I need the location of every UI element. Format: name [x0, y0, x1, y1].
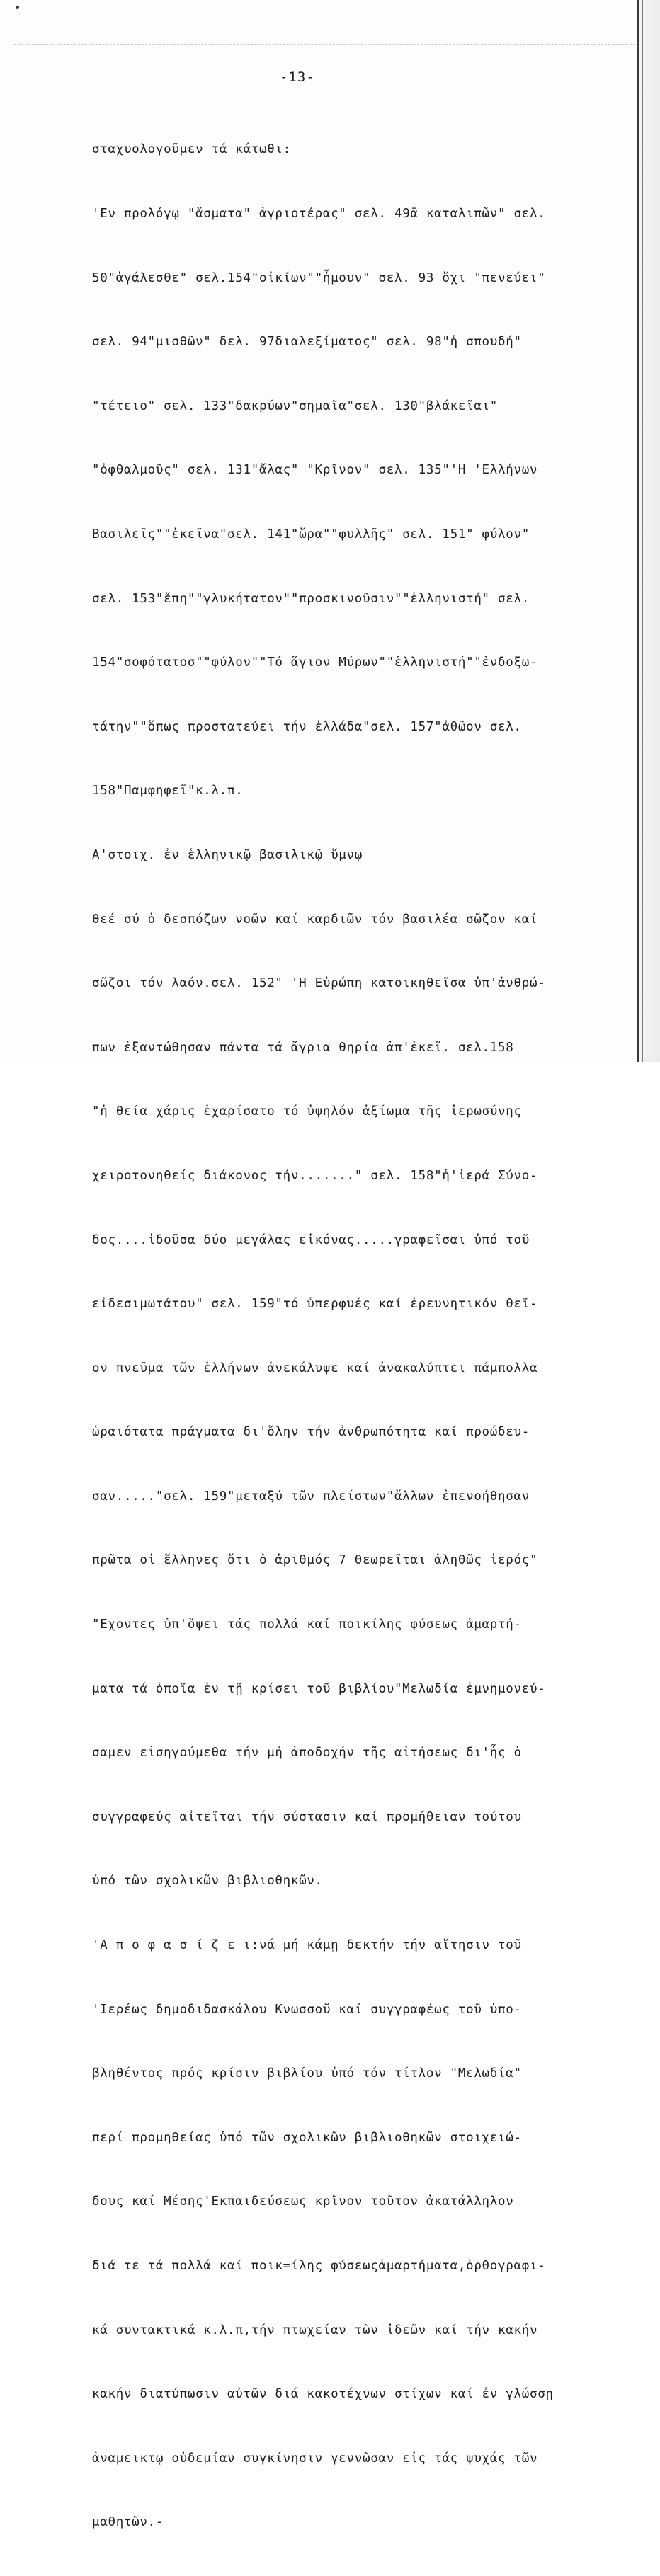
text-line: χειροτονηθείς διάκονος τήν......." σελ. 158"ἡ'ἱερά Σύνο-	[92, 1168, 538, 1183]
text-line: ὡραιότατα πράγματα δι'ὅλην τήν ἀνθρωπότητα καί προώδευ-	[92, 1425, 530, 1440]
text-line: συγγραφεύς αἰτεῖται τήν σύστασιν καί προμήθειαν τούτου	[92, 1809, 522, 1824]
text-line: τάτην""ὅπως προστατεύει τήν ἑλλάδα"σελ. 157"ἀθῶον σελ.	[92, 719, 522, 734]
text-line: σαμεν εἰσηγούμεθα τήν μή ἀποδοχήν τῆς αἰτήσεως δι'ἧς ὁ	[92, 1746, 522, 1761]
text-line: δους καί Μέσης'Εκπαιδεύσεως κρῖνον τοῦτον ἀκατάλληλον	[92, 2194, 514, 2209]
text-line: σῶζοι τόν λαόν.σελ. 152" 'Η Εὐρώπη κατοικηθεῖσα ὑπ'ἀνθρώ-	[92, 976, 546, 991]
binding-line	[642, 0, 643, 1062]
top-divider	[14, 44, 639, 45]
text-line: περί προμηθείας ὑπό τῶν σχολικῶν βιβλιοθηκῶν στοιχειώ-	[92, 2130, 522, 2145]
punch-mark	[16, 6, 19, 9]
text-line: 'Εν προλόγῳ "ἄσματα" ἀγριοτέρας" σελ. 49ᾱ καταλιπῶν" σελ.	[92, 207, 546, 221]
text-line: "ἡ θεία χάρις ἐχαρίσατο τό ὑψηλόν ἀξίωμα τῆς ἱερωσύνης	[92, 1104, 522, 1119]
text-line: δος....ἰδοῦσα δύο μεγάλας εἰκόνας.....γραφεῖσαι ὑπό τοῦ	[92, 1232, 530, 1247]
text-line: 154"σοφότατοσ""φύλον""Τό ἅγιον Μύρων""ἑλληνιστή""ἐνδοξω-	[92, 656, 538, 670]
typewritten-body	[92, 96, 630, 2576]
text-line: 158"Παμφηφεῖ"κ.λ.π.	[92, 784, 244, 798]
text-line: ὑπό τῶν σχολικῶν βιβλιοθηκῶν.	[92, 1874, 323, 1889]
text-line: κά συντακτικά κ.λ.π,τήν πτωχείαν τῶν ἰδεῶν καί τήν κακήν	[92, 2323, 538, 2337]
text-line: ον πνεῦμα τῶν ἑλλήνων ἀνεκάλυψε καί ἀνακαλύπτει πάμπολλα	[92, 1361, 538, 1375]
text-line: σελ. 153"ἔπη""γλυκήτατον""προσκινοῦσιν""ἑλληνιστή" σελ.	[92, 591, 530, 606]
text-line: ματα τά ὁποῖα ἐν τῇ κρίσει τοῦ βιβλίου"Μελωδία ἐμνημονεύ-	[92, 1681, 546, 1696]
text-line: πρῶτα οἱ ἕλληνες ὅτι ὁ ἀριθμός 7 θεωρεῖται ἀληθῶς ἱερός"	[92, 1553, 538, 1568]
text-line: σαν....."σελ. 159"μεταξύ τῶν πλείστων"ἄλλων ἐπενοήθησαν	[92, 1489, 530, 1504]
text-line: Βασιλεῖς""ἐκεῖνα"σελ. 141"ὥρα""φυλλῆς" σελ. 151" φύλον"	[92, 527, 530, 542]
text-line: 'Α π ο φ α σ ί ζ ε ι:νά μή κάμῃ δεκτήν τήν αἴτησιν τοῦ	[92, 1938, 522, 1953]
text-line: "Εχοντες ὑπ'ὄψει τάς πολλά καί ποικίλης φύσεως ἁμαρτή-	[92, 1618, 522, 1632]
page-binding-edge	[637, 0, 660, 1062]
text-line: Α'στοιχ. ἐν ἑλληνικῷ βασιλικῷ ὕμνῳ	[92, 847, 363, 862]
text-line: μαθητῶν.-	[92, 2515, 164, 2530]
page-number: -13-	[280, 69, 315, 85]
text-line: 'Ιερέως δημοδιδασκάλου Κνωσσοῦ καί συγγραφέως τοῦ ὑπο-	[92, 2002, 522, 2017]
text-line: 50"ἀγάλεσθε" σελ.154"οἰκίων""ἦμουν" σελ. 93 ὄχι "πενεύει"	[92, 270, 546, 285]
text-line: σελ. 94"μισθῶν" δελ. 97διαλεξίματος" σελ. 98"ἡ σπουδή"	[92, 335, 522, 350]
text-line: διά τε τά πολλά καί ποικ=ίλης φύσεωςἁμαρτήματα,ὀρθογραφι-	[92, 2259, 546, 2273]
text-line: θεέ σύ ὁ δεσπόζων νοῶν καί καρδιῶν τόν βασιλέα σῶζον καί	[92, 912, 538, 927]
text-line: εἰδεσιμωτάτου" σελ. 159"τό ὑπερφυές καί ἐρευνητικόν θεῖ-	[92, 1297, 538, 1312]
text-line: σταχυολογοῦμεν τά κάτωθι:	[92, 142, 291, 157]
text-line: κακήν διατύπωσιν αὐτῶν διά κακοτέχνων στίχων καί ἐν γλώσσῃ	[92, 2387, 554, 2402]
text-line: "ὀφθαλμοῦς" σελ. 131"ἄλας" "Κρῖνον" σελ. 135"'Η 'Ελλήνων	[92, 463, 538, 478]
text-line: ἀναμεικτῳ οὐδεμίαν συγκίνησιν γεννῶσαν εἰς τάς ψυχάς τῶν	[92, 2451, 538, 2466]
text-line: πων ἐξαντώθησαν πάντα τά ἄγρια θηρία ἀπ'ἐκεῖ. σελ.158	[92, 1040, 514, 1055]
text-line: "τέτειο" σελ. 133"δακρύων"σημαῖα"σελ. 130"βλάκεῖαι"	[92, 399, 499, 413]
text-line: βληθέντος πρός κρίσιν βιβλίου ὑπό τόν τίτλον "Μελωδία"	[92, 2066, 522, 2081]
